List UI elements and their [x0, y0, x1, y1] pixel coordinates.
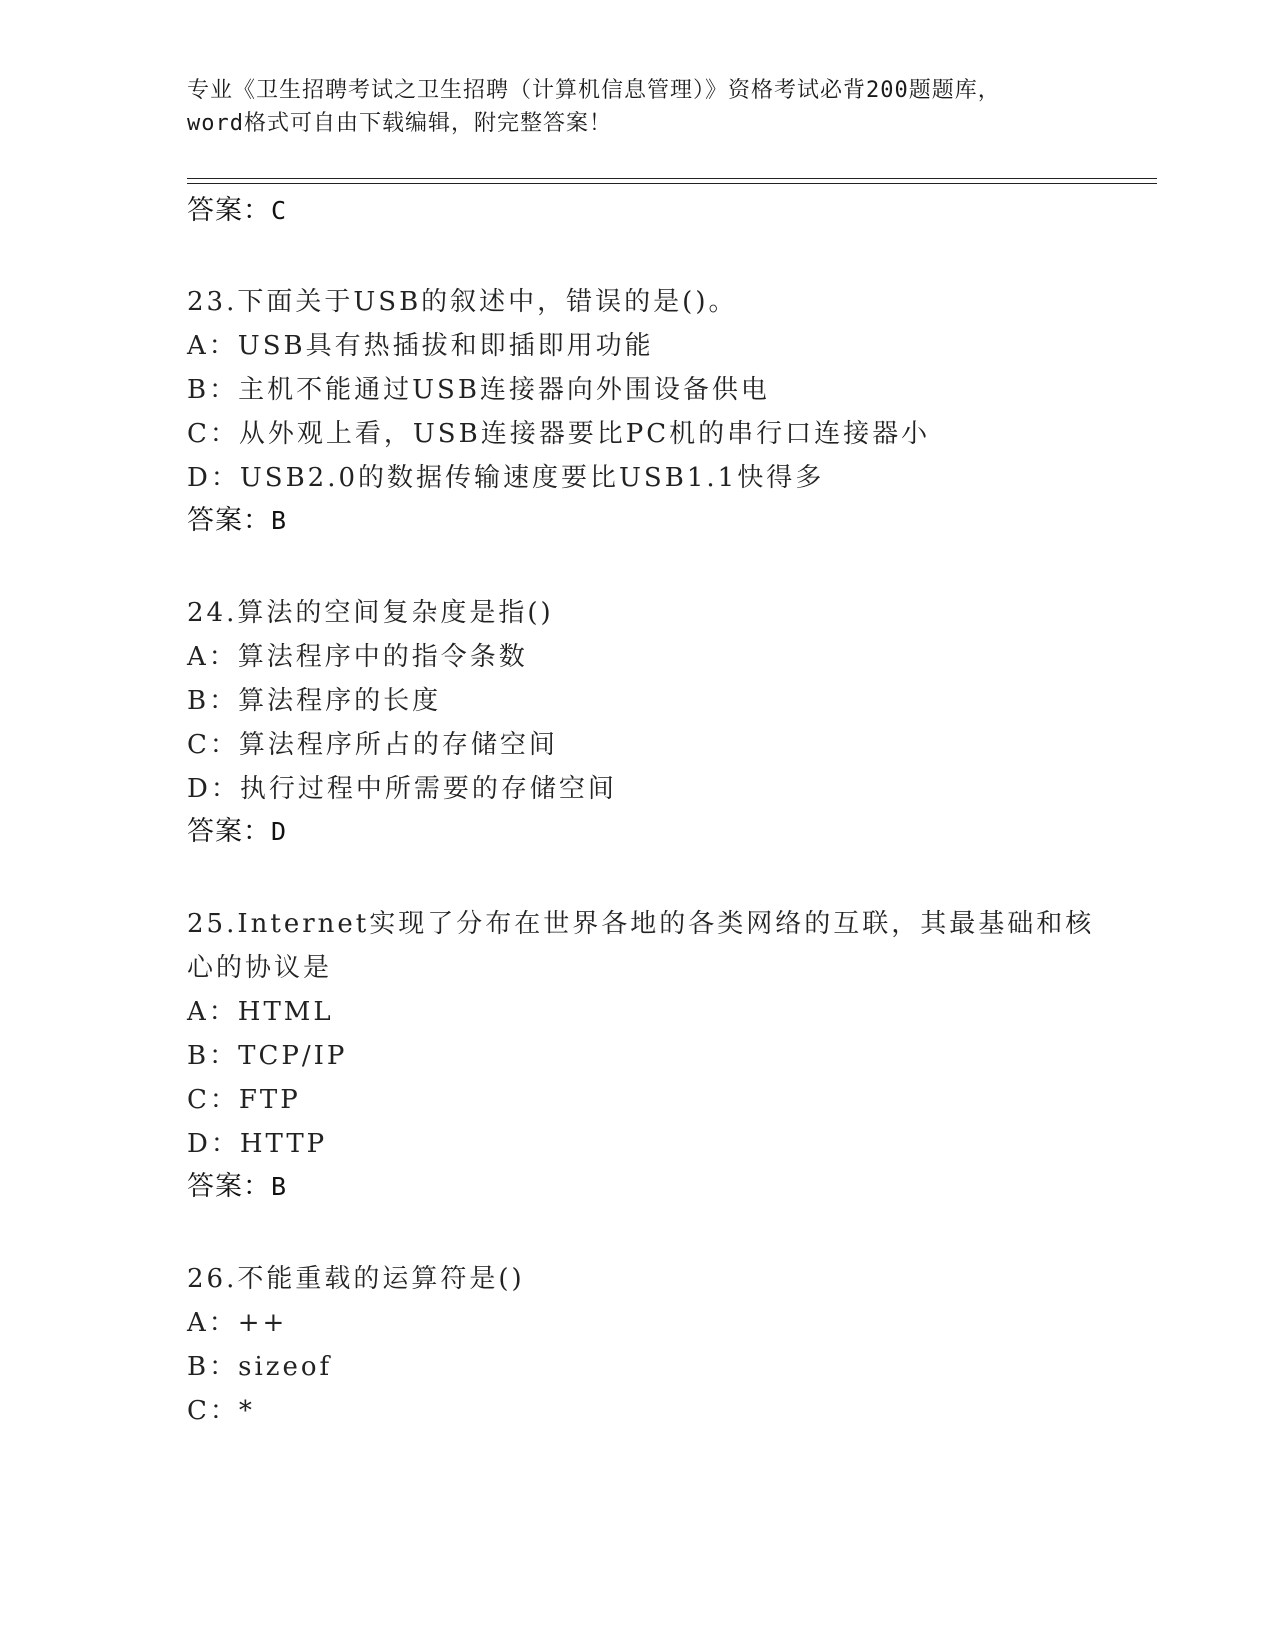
option-b: B：主机不能通过USB连接器向外围设备供电 [187, 375, 770, 405]
answer-line [187, 1170, 287, 1204]
question-stem: 25.Internet实现了分布在世界各地的各类网络的互联，其最基础和核 [187, 909, 1095, 939]
answer-label: 答案： [187, 195, 271, 226]
option-c: C：算法程序所占的存储空间 [187, 730, 558, 760]
answer-label: 答案： [187, 1171, 271, 1202]
question-stem: 24.算法的空间复杂度是指() [187, 598, 554, 628]
answer-value: B [271, 506, 288, 535]
question-stem: 26.不能重载的运算符是() [187, 1264, 525, 1294]
option-b: B：sizeof [187, 1352, 333, 1382]
header-divider-bottom [187, 183, 1157, 184]
header-line-2: word格式可自由下载编辑，附完整答案！ [187, 111, 612, 136]
answer-value: C [271, 196, 288, 225]
answer-value: B [271, 1172, 288, 1201]
option-a: A：++ [187, 1308, 288, 1338]
option-a: A：算法程序中的指令条数 [187, 642, 528, 672]
header-line-1: 专业《卫生招聘考试之卫生招聘（计算机信息管理）》资格考试必背200题题库， [187, 78, 1001, 103]
option-d: D：USB2.0的数据传输速度要比USB1.1快得多 [187, 463, 825, 493]
option-d: D：HTTP [187, 1129, 328, 1159]
document-header [187, 74, 1087, 140]
option-c: C：从外观上看，USB连接器要比PC机的串行口连接器小 [187, 419, 931, 449]
answer-line [187, 504, 287, 538]
option-c: C：FTP [187, 1085, 301, 1115]
option-a: A：USB具有热插拔和即插即用功能 [187, 331, 654, 361]
answer-label: 答案： [187, 505, 271, 536]
option-d: D：执行过程中所需要的存储空间 [187, 774, 617, 804]
answer-value: D [271, 817, 288, 846]
question-stem-continued: 心的协议是 [187, 953, 333, 983]
option-b: B：算法程序的长度 [187, 686, 442, 716]
option-b: B：TCP/IP [187, 1041, 348, 1071]
option-c: C：* [187, 1396, 255, 1426]
answer-label: 答案： [187, 816, 271, 847]
header-divider-top [187, 178, 1157, 179]
question-stem: 23.下面关于USB的叙述中，错误的是()。 [187, 287, 738, 317]
answer-line [187, 194, 287, 228]
option-a: A：HTML [187, 997, 334, 1027]
answer-line [187, 815, 287, 849]
